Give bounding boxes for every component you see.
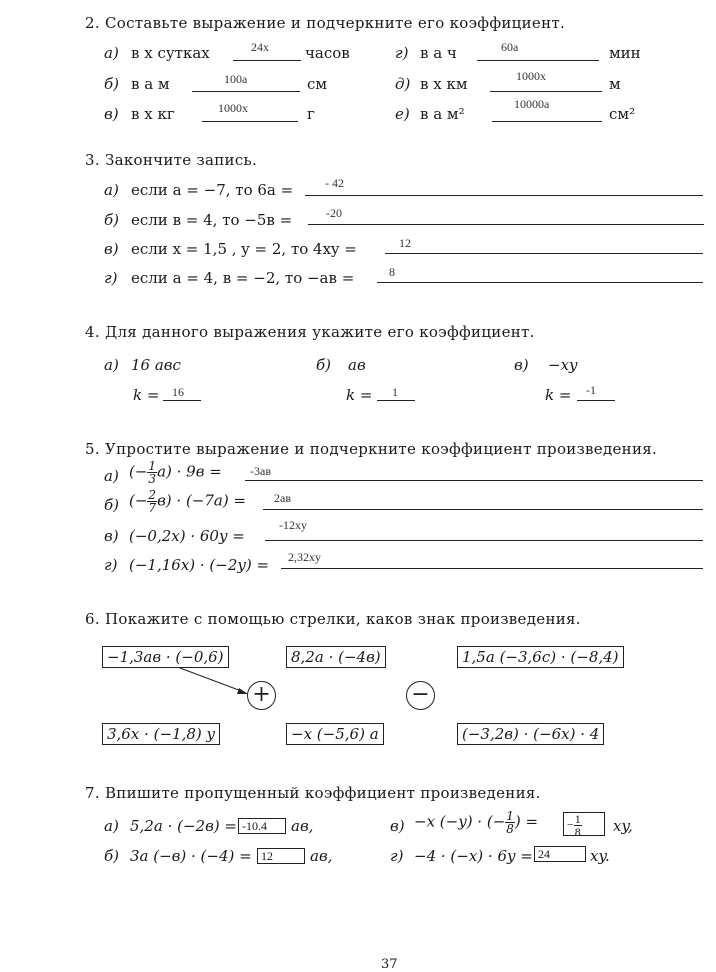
task5-d-label: г) [104,556,118,574]
task7-c-den: 8 [506,822,514,836]
task5-b-num: 2 [148,488,157,502]
task7-a-text: 5,2a · (−2в) = [130,817,237,835]
task5-title: 5. Упростите выражение и подчеркните коэффициент произведения. [85,440,658,458]
task5-c-text: (−0,2x) · 60y = [129,527,245,545]
task6-top-box-3[interactable]: 1,5a (−3,6c) · (−8,4) [457,646,624,668]
task2-b-text: в а м [131,75,170,93]
task2-a-unit: часов [305,44,350,62]
task7-b-text: 3a (−в) · (−4) = [130,847,252,865]
task2-c-answer: 1000x [218,101,248,115]
task2-title: 2. Составьте выражение и подчеркните его коэффициент. [85,14,566,32]
task2-f-text: в а м² [420,105,465,123]
task2-d-unit: мин [609,44,641,62]
task3-b-label: б) [104,211,120,229]
task4-c-label: в) [514,356,529,374]
task3-title: 3. Закончите запись. [85,151,258,169]
task5-a-num: 1 [148,459,157,473]
task7-c-label: в) [390,817,405,835]
task7-c-post: ) = [514,812,539,831]
task3-d-answer: 8 [389,265,395,279]
task7-c-num: 1 [506,809,514,823]
task2-f-unit: см² [609,105,636,123]
task3-c-text: если x = 1,5 , y = 2, то 4xy = [131,240,357,258]
page-number: 37 [381,957,398,972]
task2-f-label: е) [395,105,410,123]
task3-d-text: если a = 4, в = −2, то −aв = [131,269,355,287]
task7-c-answer-fraction [574,813,582,838]
task7-b-label: б) [104,847,120,865]
task2-b-label: б) [104,75,120,93]
minus-sign-icon[interactable]: − [406,681,435,710]
task7-d-text: −4 · (−x) · 6y = [414,847,533,865]
plus-sign-icon[interactable]: + [247,681,276,710]
task6-title: 6. Покажите с помощью стрелки, каков знак произведения. [85,610,581,628]
task5-c-label: в) [104,527,119,545]
task4-b-answer: 1 [392,385,398,399]
task2-b-unit: см [307,75,328,93]
task2-a-label: а) [104,44,119,62]
task2-d-text: в а ч [420,44,457,62]
task7-c-answer-num: 1 [574,812,581,826]
task5-a-den: 3 [148,472,157,486]
task4-b-expr: aв [348,356,366,374]
task5-b-label: б) [104,496,120,514]
task2-a-answer: 24x [251,40,269,54]
task4-b-k: k = [346,386,373,404]
task4-a-answer: 16 [172,385,184,399]
task7-c-answer-den: 8 [574,825,581,839]
task7-d-label: г) [390,847,404,865]
task5-d-text: (−1,16x) · (−2y) = [129,556,270,574]
task4-c-answer: -1 [586,383,596,397]
task7-c-pre: −x (−y) · (− [414,812,506,831]
task4-a-k: k = [133,386,160,404]
task2-c-label: в) [104,105,119,123]
task7-c-suffix: xy, [613,817,633,835]
task6-top-box-1[interactable]: −1,3aв · (−0,6) [102,646,229,668]
task2-c-unit: г [307,105,315,123]
task4-b-label: б) [316,356,332,374]
task3-a-label: а) [104,181,119,199]
task7-b-answer-box[interactable]: 12 [257,848,305,864]
task5-d-answer: 2,32xy [288,550,321,564]
task7-c-fraction [505,810,515,835]
task2-f-answer: 10000a [514,97,550,111]
task2-d-answer: 60a [501,40,519,54]
task2-e-text: в x км [420,75,468,93]
task5-b-post: в) · (−7a) = [157,491,247,510]
task6-bottom-box-3[interactable]: (−3,2в) · (−6x) · 4 [457,723,604,745]
task7-c-answer-sign: − [567,817,574,832]
task7-a-label: а) [104,817,119,835]
task5-a-pre: (− [129,462,148,481]
task6-top-box-2[interactable]: 8,2a · (−4в) [286,646,386,668]
task7-c-expr [414,810,538,835]
task5-a-answer: -3aв [250,464,271,478]
task6-bottom-box-1[interactable]: 3,6x · (−1,8) y [102,723,220,745]
task2-e-answer: 1000x [516,69,546,83]
task6-bottom-box-2[interactable]: −x (−5,6) a [286,723,384,745]
task4-a-label: а) [104,356,119,374]
task2-e-unit: м [609,75,621,93]
task5-b-den: 7 [148,501,157,515]
task4-c-k: k = [545,386,572,404]
task3-a-text: если a = −7, то 6a = [131,181,294,199]
task2-b-answer: 100a [224,72,248,86]
task5-b-answer: 2aв [274,491,291,505]
task4-a-expr: 16 aвc [131,356,181,374]
task5-a-label: а) [104,467,119,485]
task7-a-suffix: aв, [291,817,314,835]
task5-c-answer: -12xy [279,518,307,532]
task5-b-pre: (− [129,491,148,510]
task7-b-suffix: aв, [310,847,333,865]
task4-title: 4. Для данного выражения укажите его коэффициент. [85,323,535,341]
task2-a-text: в x сутках [131,44,210,62]
task4-c-expr: −xy [548,356,578,374]
task2-d-label: г) [395,44,409,62]
task3-b-text: если в = 4, то −5в = [131,211,293,229]
task7-c-answer-box[interactable] [563,812,605,839]
task3-a-answer: - 42 [325,176,344,190]
task7-d-answer-box[interactable]: 24 [534,846,586,862]
task3-c-answer: 12 [399,236,411,250]
task3-d-label: г) [104,269,118,287]
task3-b-answer: -20 [326,206,342,220]
task2-e-label: д) [395,75,411,93]
task2-c-text: в x кг [131,105,175,123]
task3-c-label: в) [104,240,119,258]
task7-title: 7. Впишите пропущенный коэффициент произведения. [85,784,541,802]
task5-a-post: a) · 9в = [157,462,222,481]
task7-a-answer-box[interactable]: -10.4 [238,818,286,834]
task7-d-suffix: xy. [590,847,610,865]
